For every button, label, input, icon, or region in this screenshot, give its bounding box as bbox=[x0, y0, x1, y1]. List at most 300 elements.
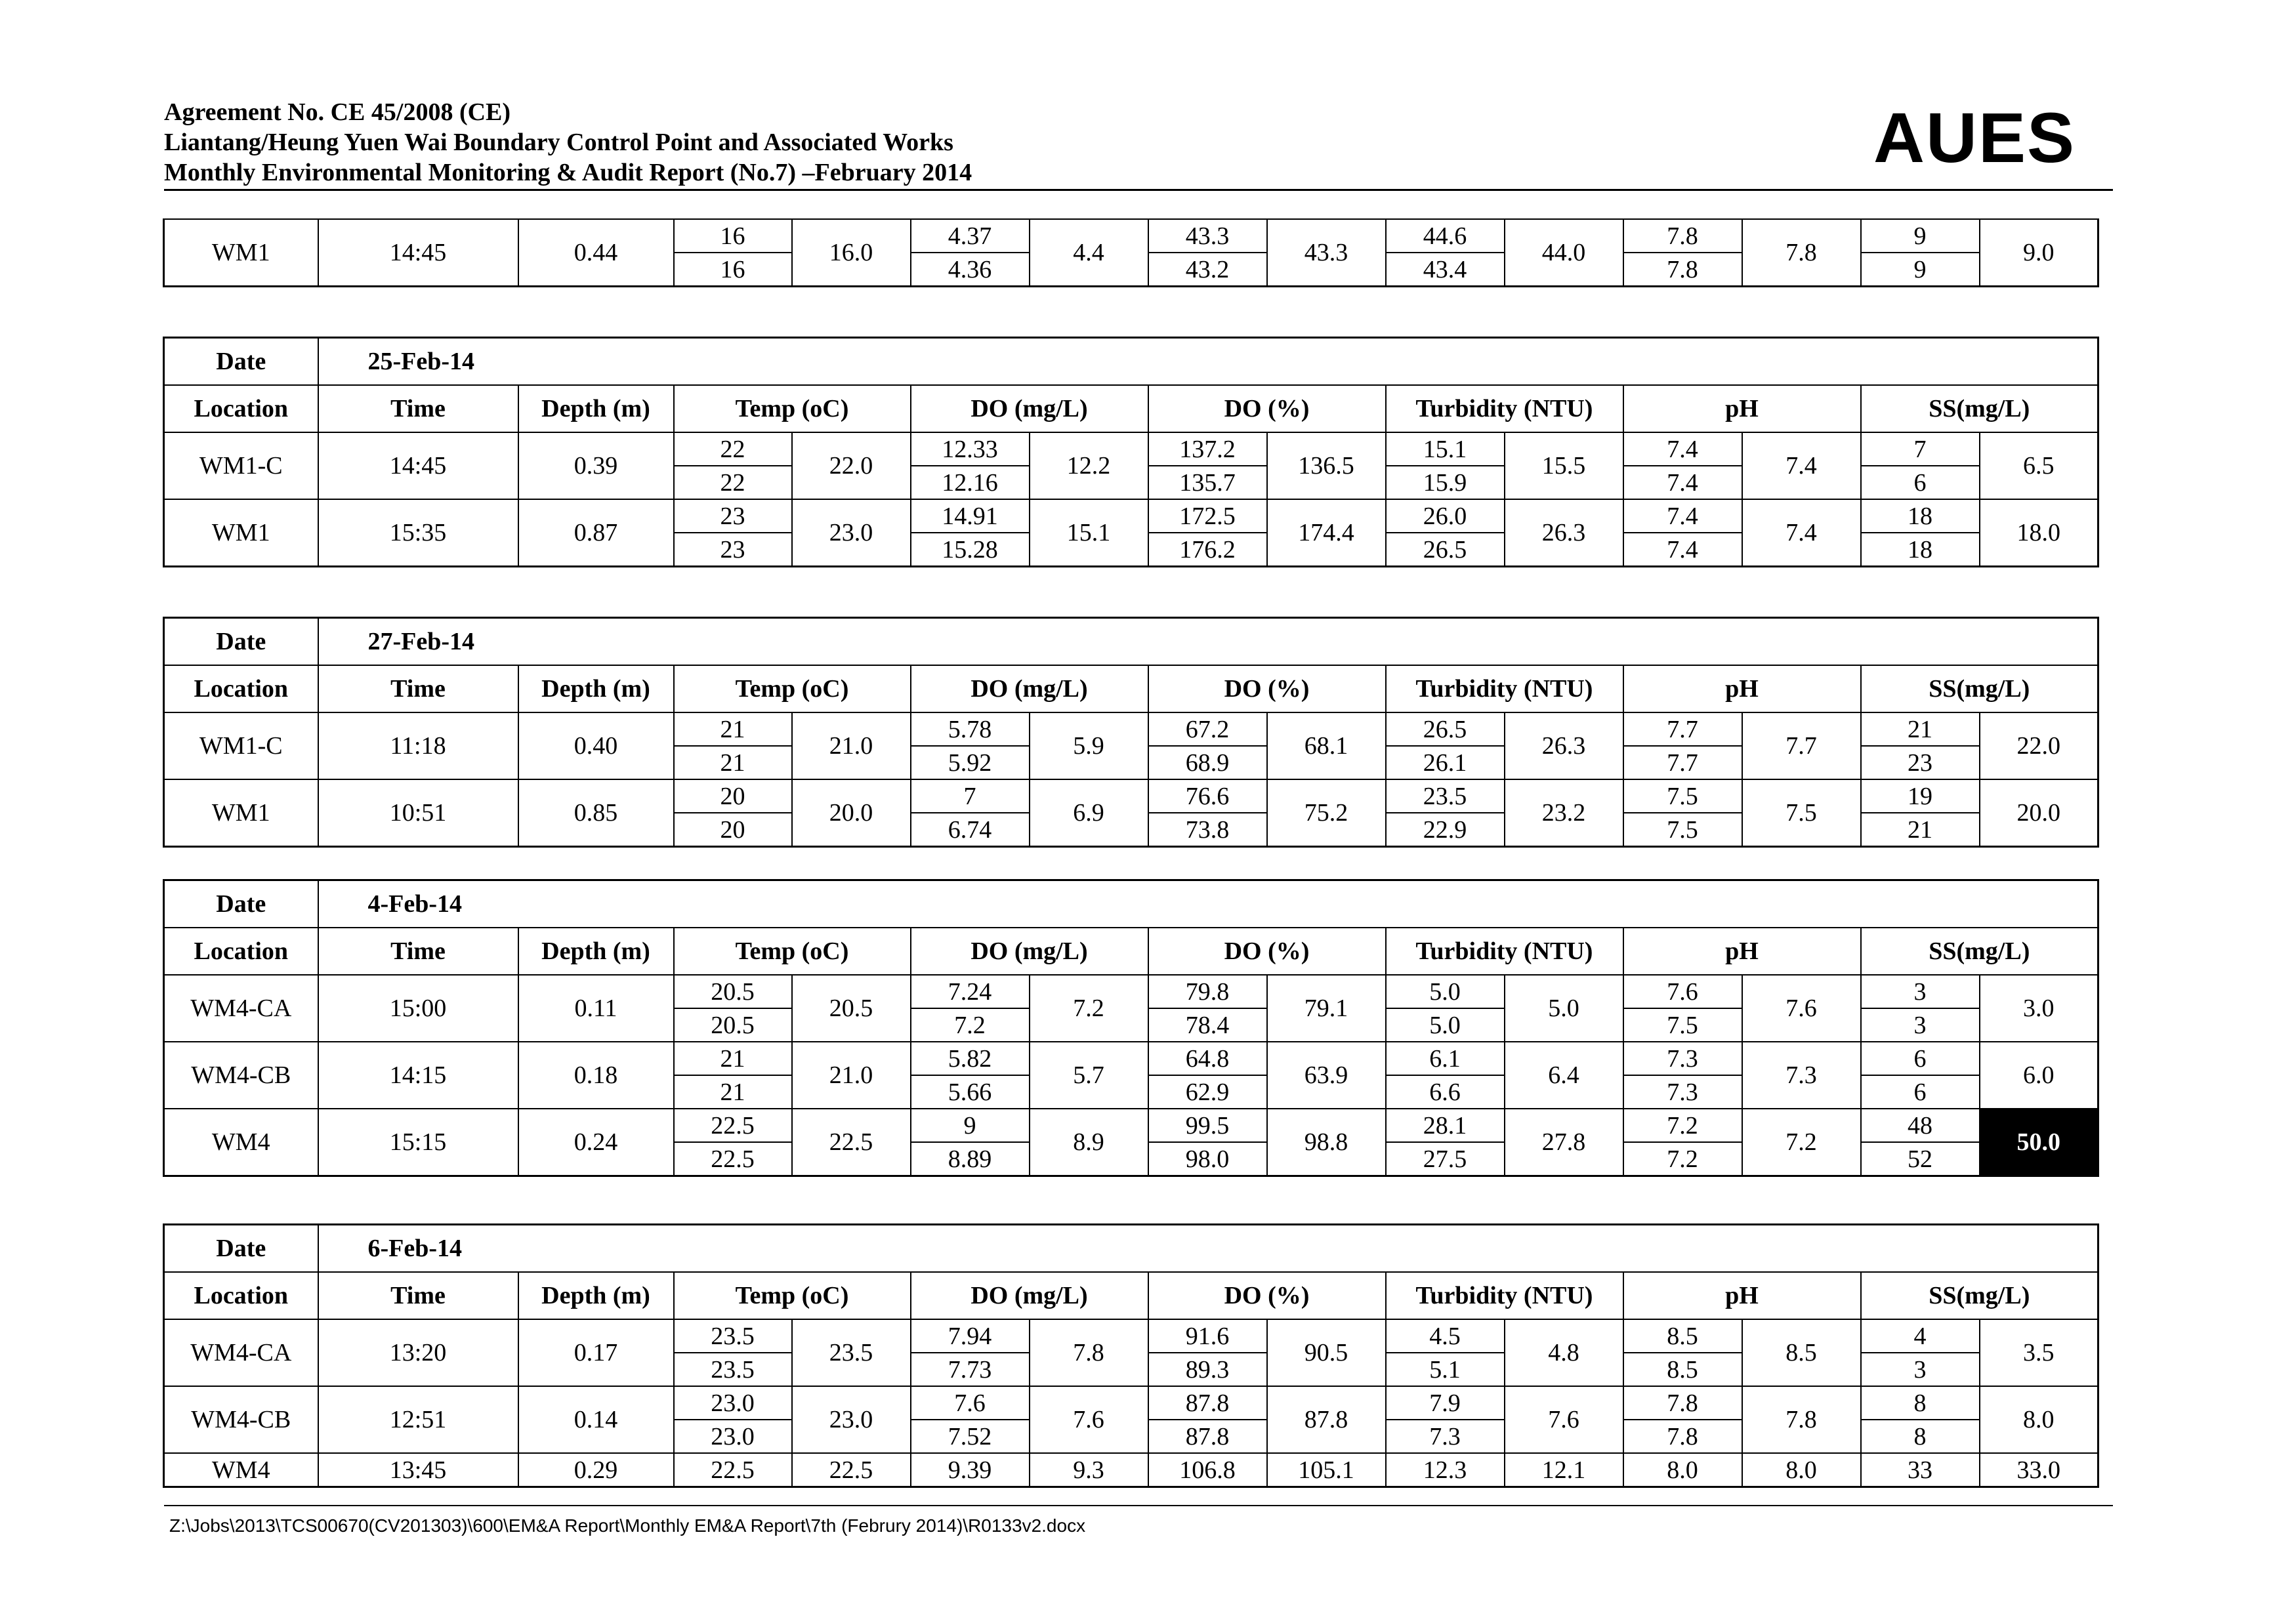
location-cell: WM1 bbox=[164, 499, 318, 567]
ph-reading-2: 7.5 bbox=[1623, 1008, 1742, 1042]
do-pct-reading-1: 79.8 bbox=[1148, 975, 1267, 1008]
depth-cell: 0.44 bbox=[518, 219, 674, 287]
ph-reading-2: 7.7 bbox=[1623, 746, 1742, 779]
depth-cell: 0.87 bbox=[518, 499, 674, 567]
ss-average: 3.5 bbox=[1980, 1319, 2098, 1386]
ph-reading-1: 7.3 bbox=[1623, 1042, 1742, 1075]
do-pct-reading-2: 78.4 bbox=[1148, 1008, 1267, 1042]
ss-reading-1: 48 bbox=[1861, 1109, 1980, 1142]
date-value: 4-Feb-14 bbox=[318, 880, 2098, 928]
temp-reading-2: 21 bbox=[674, 1075, 792, 1109]
time-cell: 13:20 bbox=[318, 1319, 518, 1386]
table-row bbox=[164, 712, 2098, 746]
footer-rule bbox=[164, 1505, 2113, 1506]
do-pct-reading-2: 68.9 bbox=[1148, 746, 1267, 779]
do-pct-reading-2: 43.2 bbox=[1148, 253, 1267, 287]
location-cell: WM1-C bbox=[164, 432, 318, 499]
ss-average: 20.0 bbox=[1980, 779, 2098, 847]
turbidity-average: 5.0 bbox=[1505, 975, 1623, 1042]
time-cell: 13:45 bbox=[318, 1453, 518, 1487]
temp-average: 16.0 bbox=[792, 219, 911, 287]
turbidity-average: 7.6 bbox=[1505, 1386, 1623, 1453]
do-pct-reading: 106.8 bbox=[1148, 1453, 1267, 1487]
turbidity-reading-1: 15.1 bbox=[1386, 432, 1505, 466]
do-pct-header: DO (%) bbox=[1148, 1272, 1386, 1319]
do-mgl-reading-1: 7.6 bbox=[911, 1386, 1030, 1420]
ph-header: pH bbox=[1623, 1272, 1861, 1319]
time-header: Time bbox=[318, 385, 518, 432]
ph-reading-2: 8.5 bbox=[1623, 1353, 1742, 1386]
ph-reading-2: 7.3 bbox=[1623, 1075, 1742, 1109]
ph-reading-2: 7.4 bbox=[1623, 533, 1742, 567]
ss-reading-2: 6 bbox=[1861, 466, 1980, 499]
temp-reading-1: 16 bbox=[674, 219, 792, 253]
table-row bbox=[164, 432, 2098, 466]
ph-reading-2: 7.8 bbox=[1623, 1420, 1742, 1453]
ss-reading-1: 19 bbox=[1861, 779, 1980, 813]
do-pct-average: 105.1 bbox=[1267, 1453, 1386, 1487]
do-mgl-reading-2: 7.2 bbox=[911, 1008, 1030, 1042]
turbidity-average: 44.0 bbox=[1505, 219, 1623, 287]
date-value: 27-Feb-14 bbox=[318, 618, 2098, 666]
do-pct-reading-1: 172.5 bbox=[1148, 499, 1267, 533]
table-row bbox=[164, 779, 2098, 813]
ph-reading-2: 7.5 bbox=[1623, 813, 1742, 847]
temp-reading: 22.5 bbox=[674, 1453, 792, 1487]
turbidity-reading-2: 27.5 bbox=[1386, 1142, 1505, 1176]
ph-reading-1: 7.5 bbox=[1623, 779, 1742, 813]
time-header: Time bbox=[318, 928, 518, 975]
time-header: Time bbox=[318, 665, 518, 712]
ph-average: 7.8 bbox=[1742, 219, 1861, 287]
temp-reading-1: 23.0 bbox=[674, 1386, 792, 1420]
do-mgl-reading-2: 15.28 bbox=[911, 533, 1030, 567]
location-header: Location bbox=[164, 665, 318, 712]
do-pct-reading-2: 62.9 bbox=[1148, 1075, 1267, 1109]
ss-reading-2: 8 bbox=[1861, 1420, 1980, 1453]
turbidity-reading-1: 28.1 bbox=[1386, 1109, 1505, 1142]
ss-reading-2: 3 bbox=[1861, 1353, 1980, 1386]
time-cell: 15:15 bbox=[318, 1109, 518, 1176]
report-header bbox=[164, 97, 2113, 188]
do-mgl-reading-2: 7.52 bbox=[911, 1420, 1030, 1453]
ss-header: SS(mg/L) bbox=[1861, 928, 2098, 975]
header-rule bbox=[164, 189, 2113, 191]
ss-average: 6.0 bbox=[1980, 1042, 2098, 1109]
turbidity-reading-2: 22.9 bbox=[1386, 813, 1505, 847]
carryover-table bbox=[163, 218, 2099, 287]
do-mgl-header: DO (mg/L) bbox=[911, 928, 1148, 975]
temp-header: Temp (oC) bbox=[674, 665, 911, 712]
do-pct-reading-1: 99.5 bbox=[1148, 1109, 1267, 1142]
turbidity-reading-1: 44.6 bbox=[1386, 219, 1505, 253]
monitoring-table-4-feb-14 bbox=[163, 879, 2099, 1177]
location-cell: WM4 bbox=[164, 1109, 318, 1176]
ss-average: 33.0 bbox=[1980, 1453, 2098, 1487]
table-row bbox=[164, 1109, 2098, 1142]
ss-average: 3.0 bbox=[1980, 975, 2098, 1042]
ph-average: 7.3 bbox=[1742, 1042, 1861, 1109]
temp-reading-1: 23.5 bbox=[674, 1319, 792, 1353]
ss-reading: 33 bbox=[1861, 1453, 1980, 1487]
column-header-row bbox=[164, 385, 2098, 432]
time-cell: 12:51 bbox=[318, 1386, 518, 1453]
monitoring-table-27-feb-14 bbox=[163, 617, 2099, 848]
date-label: Date bbox=[164, 880, 318, 928]
depth-cell: 0.40 bbox=[518, 712, 674, 779]
ph-average: 7.4 bbox=[1742, 499, 1861, 567]
temp-average: 21.0 bbox=[792, 1042, 911, 1109]
temp-reading-2: 23.0 bbox=[674, 1420, 792, 1453]
temp-reading-2: 20 bbox=[674, 813, 792, 847]
turbidity-reading: 12.3 bbox=[1386, 1453, 1505, 1487]
do-mgl-average: 5.9 bbox=[1030, 712, 1148, 779]
do-pct-average: 63.9 bbox=[1267, 1042, 1386, 1109]
turbidity-reading-1: 26.5 bbox=[1386, 712, 1505, 746]
ss-reading-2: 6 bbox=[1861, 1075, 1980, 1109]
do-mgl-reading-1: 7.94 bbox=[911, 1319, 1030, 1353]
ss-reading-1: 8 bbox=[1861, 1386, 1980, 1420]
ss-average: 18.0 bbox=[1980, 499, 2098, 567]
ph-average: 7.2 bbox=[1742, 1109, 1861, 1176]
do-pct-average: 75.2 bbox=[1267, 779, 1386, 847]
do-pct-average: 79.1 bbox=[1267, 975, 1386, 1042]
turbidity-average: 6.4 bbox=[1505, 1042, 1623, 1109]
temp-average: 20.5 bbox=[792, 975, 911, 1042]
do-mgl-reading-2: 5.92 bbox=[911, 746, 1030, 779]
ss-header: SS(mg/L) bbox=[1861, 385, 2098, 432]
ss-reading-1: 9 bbox=[1861, 219, 1980, 253]
do-mgl-reading-2: 12.16 bbox=[911, 466, 1030, 499]
do-pct-reading-2: 98.0 bbox=[1148, 1142, 1267, 1176]
depth-cell: 0.29 bbox=[518, 1453, 674, 1487]
ss-reading-2: 52 bbox=[1861, 1142, 1980, 1176]
depth-cell: 0.85 bbox=[518, 779, 674, 847]
temp-reading-2: 23.5 bbox=[674, 1353, 792, 1386]
temp-reading-1: 22.5 bbox=[674, 1109, 792, 1142]
depth-header: Depth (m) bbox=[518, 928, 674, 975]
ph-reading-1: 8.5 bbox=[1623, 1319, 1742, 1353]
date-label: Date bbox=[164, 338, 318, 386]
temp-header: Temp (oC) bbox=[674, 1272, 911, 1319]
turbidity-average: 26.3 bbox=[1505, 712, 1623, 779]
do-pct-average: 136.5 bbox=[1267, 432, 1386, 499]
do-pct-average: 90.5 bbox=[1267, 1319, 1386, 1386]
temp-reading-1: 21 bbox=[674, 1042, 792, 1075]
location-header: Location bbox=[164, 385, 318, 432]
date-row bbox=[164, 880, 2098, 928]
turbidity-header: Turbidity (NTU) bbox=[1386, 665, 1623, 712]
ph-average: 7.8 bbox=[1742, 1386, 1861, 1453]
turbidity-reading-2: 6.6 bbox=[1386, 1075, 1505, 1109]
turbidity-average: 4.8 bbox=[1505, 1319, 1623, 1386]
temp-average: 23.5 bbox=[792, 1319, 911, 1386]
do-mgl-reading-2: 6.74 bbox=[911, 813, 1030, 847]
time-cell: 11:18 bbox=[318, 712, 518, 779]
do-pct-reading-2: 73.8 bbox=[1148, 813, 1267, 847]
ph-average: 7.7 bbox=[1742, 712, 1861, 779]
monitoring-table-25-feb-14 bbox=[163, 337, 2099, 567]
ss-reading-2: 21 bbox=[1861, 813, 1980, 847]
ph-reading-1: 7.4 bbox=[1623, 432, 1742, 466]
column-header-row bbox=[164, 1272, 2098, 1319]
temp-average: 22.5 bbox=[792, 1453, 911, 1487]
depth-cell: 0.17 bbox=[518, 1319, 674, 1386]
temp-reading-2: 20.5 bbox=[674, 1008, 792, 1042]
table-row bbox=[164, 1453, 2098, 1487]
table-row bbox=[164, 499, 2098, 533]
date-row bbox=[164, 618, 2098, 666]
do-mgl-reading-1: 5.82 bbox=[911, 1042, 1030, 1075]
table-row bbox=[164, 1386, 2098, 1420]
turbidity-header: Turbidity (NTU) bbox=[1386, 385, 1623, 432]
ss-average: 9.0 bbox=[1980, 219, 2098, 287]
do-pct-header: DO (%) bbox=[1148, 928, 1386, 975]
time-cell: 15:35 bbox=[318, 499, 518, 567]
do-mgl-header: DO (mg/L) bbox=[911, 665, 1148, 712]
location-header: Location bbox=[164, 1272, 318, 1319]
location-cell: WM1 bbox=[164, 219, 318, 287]
temp-header: Temp (oC) bbox=[674, 385, 911, 432]
time-cell: 14:45 bbox=[318, 219, 518, 287]
turbidity-header: Turbidity (NTU) bbox=[1386, 1272, 1623, 1319]
do-mgl-average: 12.2 bbox=[1030, 432, 1148, 499]
turbidity-reading-1: 26.0 bbox=[1386, 499, 1505, 533]
turbidity-reading-2: 26.5 bbox=[1386, 533, 1505, 567]
do-mgl-reading-1: 14.91 bbox=[911, 499, 1030, 533]
do-mgl-average: 5.7 bbox=[1030, 1042, 1148, 1109]
turbidity-reading-2: 26.1 bbox=[1386, 746, 1505, 779]
ss-reading-2: 9 bbox=[1861, 253, 1980, 287]
do-mgl-reading-1: 5.78 bbox=[911, 712, 1030, 746]
ph-header: pH bbox=[1623, 665, 1861, 712]
turbidity-average: 15.5 bbox=[1505, 432, 1623, 499]
do-pct-average: 43.3 bbox=[1267, 219, 1386, 287]
do-mgl-average: 7.6 bbox=[1030, 1386, 1148, 1453]
do-pct-header: DO (%) bbox=[1148, 385, 1386, 432]
temp-average: 22.5 bbox=[792, 1109, 911, 1176]
do-pct-reading-2: 135.7 bbox=[1148, 466, 1267, 499]
do-pct-average: 174.4 bbox=[1267, 499, 1386, 567]
ph-average: 7.6 bbox=[1742, 975, 1861, 1042]
project-title: Liantang/Heung Yuen Wai Boundary Control Point and Associated Works bbox=[164, 129, 953, 156]
depth-cell: 0.14 bbox=[518, 1386, 674, 1453]
ph-reading-1: 7.2 bbox=[1623, 1109, 1742, 1142]
ph-reading-1: 7.4 bbox=[1623, 499, 1742, 533]
time-cell: 10:51 bbox=[318, 779, 518, 847]
ss-average: 6.5 bbox=[1980, 432, 2098, 499]
turbidity-reading-1: 4.5 bbox=[1386, 1319, 1505, 1353]
ph-reading-1: 7.8 bbox=[1623, 219, 1742, 253]
turbidity-reading-1: 5.0 bbox=[1386, 975, 1505, 1008]
temp-reading-2: 21 bbox=[674, 746, 792, 779]
ph-average: 7.4 bbox=[1742, 432, 1861, 499]
do-pct-reading-1: 43.3 bbox=[1148, 219, 1267, 253]
report-title: Monthly Environmental Monitoring & Audit Report (No.7) –February 2014 bbox=[164, 159, 972, 186]
do-mgl-reading-2: 8.89 bbox=[911, 1142, 1030, 1176]
turbidity-reading-2: 5.0 bbox=[1386, 1008, 1505, 1042]
turbidity-average: 12.1 bbox=[1505, 1453, 1623, 1487]
location-cell: WM4-CA bbox=[164, 975, 318, 1042]
do-mgl-reading: 9.39 bbox=[911, 1453, 1030, 1487]
turbidity-average: 26.3 bbox=[1505, 499, 1623, 567]
location-cell: WM4-CB bbox=[164, 1042, 318, 1109]
ph-reading-1: 7.8 bbox=[1623, 1386, 1742, 1420]
ss-header: SS(mg/L) bbox=[1861, 1272, 2098, 1319]
do-mgl-reading-1: 7 bbox=[911, 779, 1030, 813]
do-pct-average: 68.1 bbox=[1267, 712, 1386, 779]
aues-logo: AUES bbox=[1873, 98, 2076, 177]
ph-reading-2: 7.4 bbox=[1623, 466, 1742, 499]
ss-reading-1: 21 bbox=[1861, 712, 1980, 746]
temp-reading-2: 22.5 bbox=[674, 1142, 792, 1176]
temp-reading-1: 21 bbox=[674, 712, 792, 746]
turbidity-reading-2: 15.9 bbox=[1386, 466, 1505, 499]
date-row bbox=[164, 1225, 2098, 1273]
depth-header: Depth (m) bbox=[518, 665, 674, 712]
ss-reading-1: 4 bbox=[1861, 1319, 1980, 1353]
turbidity-reading-1: 6.1 bbox=[1386, 1042, 1505, 1075]
ss-reading-2: 18 bbox=[1861, 533, 1980, 567]
do-mgl-reading-1: 7.24 bbox=[911, 975, 1030, 1008]
do-mgl-reading-1: 12.33 bbox=[911, 432, 1030, 466]
table-row bbox=[164, 219, 2098, 253]
turbidity-reading-1: 7.9 bbox=[1386, 1386, 1505, 1420]
depth-header: Depth (m) bbox=[518, 385, 674, 432]
depth-cell: 0.18 bbox=[518, 1042, 674, 1109]
do-pct-reading-1: 76.6 bbox=[1148, 779, 1267, 813]
table-row bbox=[164, 1042, 2098, 1075]
ss-reading-2: 23 bbox=[1861, 746, 1980, 779]
do-mgl-average: 8.9 bbox=[1030, 1109, 1148, 1176]
date-label: Date bbox=[164, 618, 318, 666]
do-mgl-header: DO (mg/L) bbox=[911, 1272, 1148, 1319]
do-pct-reading-2: 89.3 bbox=[1148, 1353, 1267, 1386]
ss-average: 8.0 bbox=[1980, 1386, 2098, 1453]
time-cell: 14:15 bbox=[318, 1042, 518, 1109]
do-pct-reading-2: 87.8 bbox=[1148, 1420, 1267, 1453]
location-cell: WM4 bbox=[164, 1453, 318, 1487]
temp-average: 22.0 bbox=[792, 432, 911, 499]
column-header-row bbox=[164, 928, 2098, 975]
time-cell: 15:00 bbox=[318, 975, 518, 1042]
ph-reading: 8.0 bbox=[1623, 1453, 1742, 1487]
do-pct-reading-2: 176.2 bbox=[1148, 533, 1267, 567]
agreement-number: Agreement No. CE 45/2008 (CE) bbox=[164, 98, 511, 126]
do-mgl-average: 9.3 bbox=[1030, 1453, 1148, 1487]
temp-average: 23.0 bbox=[792, 1386, 911, 1453]
do-pct-header: DO (%) bbox=[1148, 665, 1386, 712]
ph-average: 8.5 bbox=[1742, 1319, 1861, 1386]
table-row bbox=[164, 975, 2098, 1008]
ph-reading-2: 7.2 bbox=[1623, 1142, 1742, 1176]
monitoring-table-6-feb-14 bbox=[163, 1223, 2099, 1488]
do-pct-average: 87.8 bbox=[1267, 1386, 1386, 1453]
temp-reading-1: 22 bbox=[674, 432, 792, 466]
do-mgl-average: 6.9 bbox=[1030, 779, 1148, 847]
do-pct-reading-1: 137.2 bbox=[1148, 432, 1267, 466]
turbidity-reading-2: 7.3 bbox=[1386, 1420, 1505, 1453]
do-mgl-reading-1: 4.37 bbox=[911, 219, 1030, 253]
do-pct-reading-1: 64.8 bbox=[1148, 1042, 1267, 1075]
date-value: 25-Feb-14 bbox=[318, 338, 2098, 386]
temp-reading-1: 20 bbox=[674, 779, 792, 813]
time-cell: 14:45 bbox=[318, 432, 518, 499]
ss-reading-1: 3 bbox=[1861, 975, 1980, 1008]
do-pct-reading-1: 67.2 bbox=[1148, 712, 1267, 746]
depth-header: Depth (m) bbox=[518, 1272, 674, 1319]
ph-reading-1: 7.6 bbox=[1623, 975, 1742, 1008]
do-mgl-reading-2: 4.36 bbox=[911, 253, 1030, 287]
table-row bbox=[164, 1319, 2098, 1353]
ss-average: 22.0 bbox=[1980, 712, 2098, 779]
turbidity-reading-2: 43.4 bbox=[1386, 253, 1505, 287]
do-mgl-reading-2: 5.66 bbox=[911, 1075, 1030, 1109]
ss-header: SS(mg/L) bbox=[1861, 665, 2098, 712]
ph-reading-1: 7.7 bbox=[1623, 712, 1742, 746]
do-mgl-average: 7.2 bbox=[1030, 975, 1148, 1042]
temp-reading-2: 16 bbox=[674, 253, 792, 287]
ss-reading-1: 6 bbox=[1861, 1042, 1980, 1075]
turbidity-average: 23.2 bbox=[1505, 779, 1623, 847]
do-pct-average: 98.8 bbox=[1267, 1109, 1386, 1176]
depth-cell: 0.24 bbox=[518, 1109, 674, 1176]
ph-average: 7.5 bbox=[1742, 779, 1861, 847]
temp-reading-1: 23 bbox=[674, 499, 792, 533]
ss-reading-1: 18 bbox=[1861, 499, 1980, 533]
date-row bbox=[164, 338, 2098, 386]
temp-reading-2: 22 bbox=[674, 466, 792, 499]
ss-reading-2: 3 bbox=[1861, 1008, 1980, 1042]
location-header: Location bbox=[164, 928, 318, 975]
location-cell: WM1 bbox=[164, 779, 318, 847]
depth-cell: 0.11 bbox=[518, 975, 674, 1042]
temp-average: 23.0 bbox=[792, 499, 911, 567]
location-cell: WM4-CA bbox=[164, 1319, 318, 1386]
turbidity-header: Turbidity (NTU) bbox=[1386, 928, 1623, 975]
do-mgl-average: 4.4 bbox=[1030, 219, 1148, 287]
do-mgl-header: DO (mg/L) bbox=[911, 385, 1148, 432]
depth-cell: 0.39 bbox=[518, 432, 674, 499]
date-label: Date bbox=[164, 1225, 318, 1273]
turbidity-reading-2: 5.1 bbox=[1386, 1353, 1505, 1386]
turbidity-reading-1: 23.5 bbox=[1386, 779, 1505, 813]
temp-average: 21.0 bbox=[792, 712, 911, 779]
ph-average: 8.0 bbox=[1742, 1453, 1861, 1487]
do-mgl-reading-2: 7.73 bbox=[911, 1353, 1030, 1386]
ph-header: pH bbox=[1623, 385, 1861, 432]
do-mgl-average: 15.1 bbox=[1030, 499, 1148, 567]
temp-reading-1: 20.5 bbox=[674, 975, 792, 1008]
temp-average: 20.0 bbox=[792, 779, 911, 847]
ph-reading-2: 7.8 bbox=[1623, 253, 1742, 287]
temp-header: Temp (oC) bbox=[674, 928, 911, 975]
temp-reading-2: 23 bbox=[674, 533, 792, 567]
ss-average-exceedance: 50.0 bbox=[1980, 1109, 2098, 1176]
do-pct-reading-1: 91.6 bbox=[1148, 1319, 1267, 1353]
location-cell: WM4-CB bbox=[164, 1386, 318, 1453]
do-pct-reading-1: 87.8 bbox=[1148, 1386, 1267, 1420]
ss-reading-1: 7 bbox=[1861, 432, 1980, 466]
do-mgl-reading-1: 9 bbox=[911, 1109, 1030, 1142]
turbidity-average: 27.8 bbox=[1505, 1109, 1623, 1176]
ph-header: pH bbox=[1623, 928, 1861, 975]
do-mgl-average: 7.8 bbox=[1030, 1319, 1148, 1386]
column-header-row bbox=[164, 665, 2098, 712]
date-value: 6-Feb-14 bbox=[318, 1225, 2098, 1273]
location-cell: WM1-C bbox=[164, 712, 318, 779]
file-path-footer: Z:\Jobs\2013\TCS00670(CV201303)\600\EM&A Report\Monthly EM&A Report\7th (Februry 2014)\R0133v2.docx bbox=[169, 1515, 1086, 1536]
